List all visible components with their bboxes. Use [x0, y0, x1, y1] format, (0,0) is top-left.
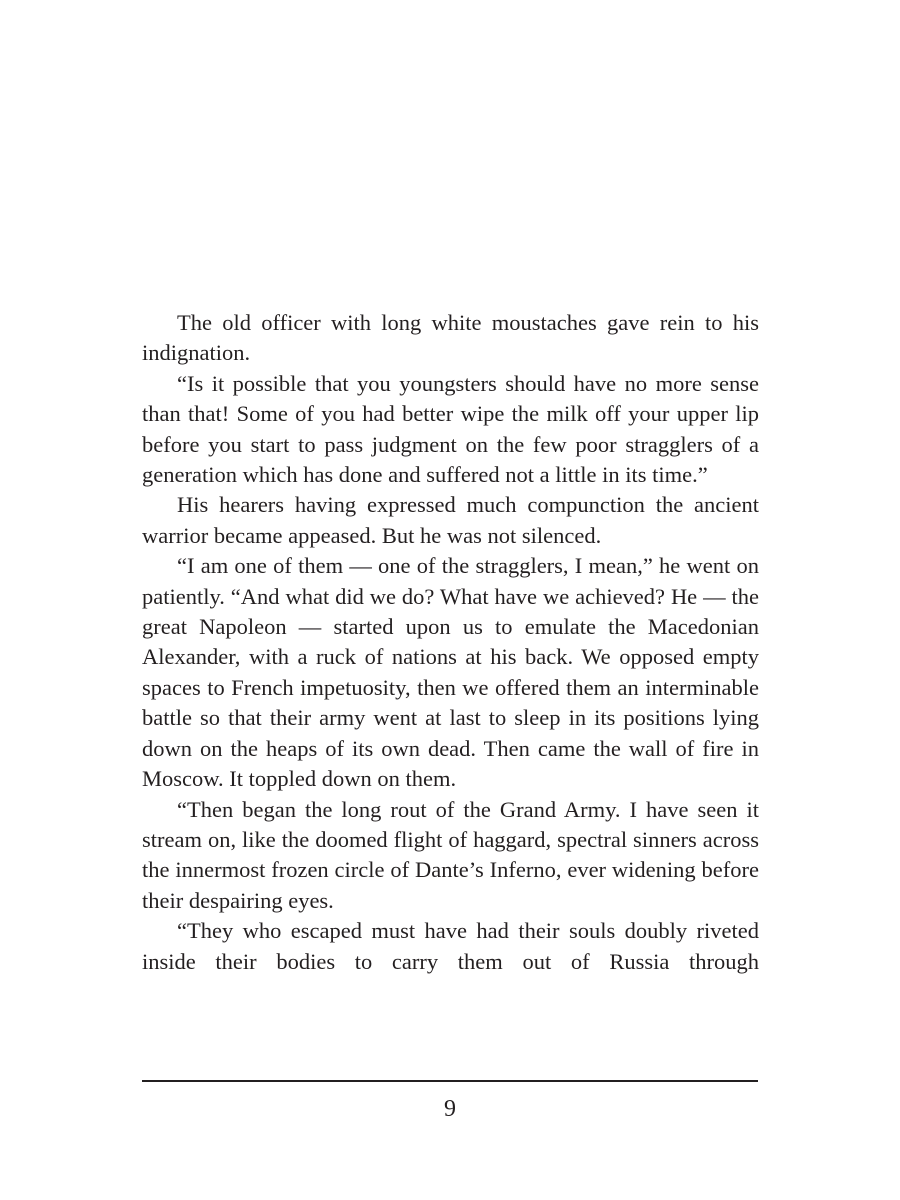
paragraph-officer-indignation: The old officer with long white moustaches gave rein to his indignation. [142, 310, 759, 366]
footer-rule [142, 1080, 758, 1082]
body-text [142, 308, 759, 977]
paragraph-youngsters-rebuke: “Is it possible that you youngsters should have no more sense than that! Some of you had better wipe the milk off your upper lip before you start to pass judgment on the few poor stragglers of a generation which has done and suffered not a little in its time.” [142, 370, 759, 488]
paragraph-escaped-souls: “They who escaped must have had their souls doubly riveted inside their bodies to carry them out of Russia through [142, 918, 759, 974]
paragraph-grand-army-rout: “Then began the long rout of the Grand Army. I have seen it stream on, like the doomed flight of haggard, spectral sinners across the innermost frozen circle of Dante’s Inferno, ever widening before their despairing eyes. [142, 796, 759, 913]
page-number: 9 [444, 1096, 456, 1122]
paragraph-stragglers-napoleon: “I am one of them — one of the stragglers, I mean,” he went on patiently. “And what did we do? What have we achieved? He — the great Napoleon — started upon us to emulate the Macedonian Alexander, with a ruck of nations at his back. We opposed empty spaces to French impetuosity, then we offered them an interminable battle so that their army went at last to sleep in its positions lying down on the heaps of its own dead. Then came the wall of fire in Moscow. It toppled down on them. [142, 553, 759, 792]
paragraph-warrior-appeased: His hearers having expressed much compunction the ancient warrior became appeased. But he was not silenced. [142, 492, 759, 548]
